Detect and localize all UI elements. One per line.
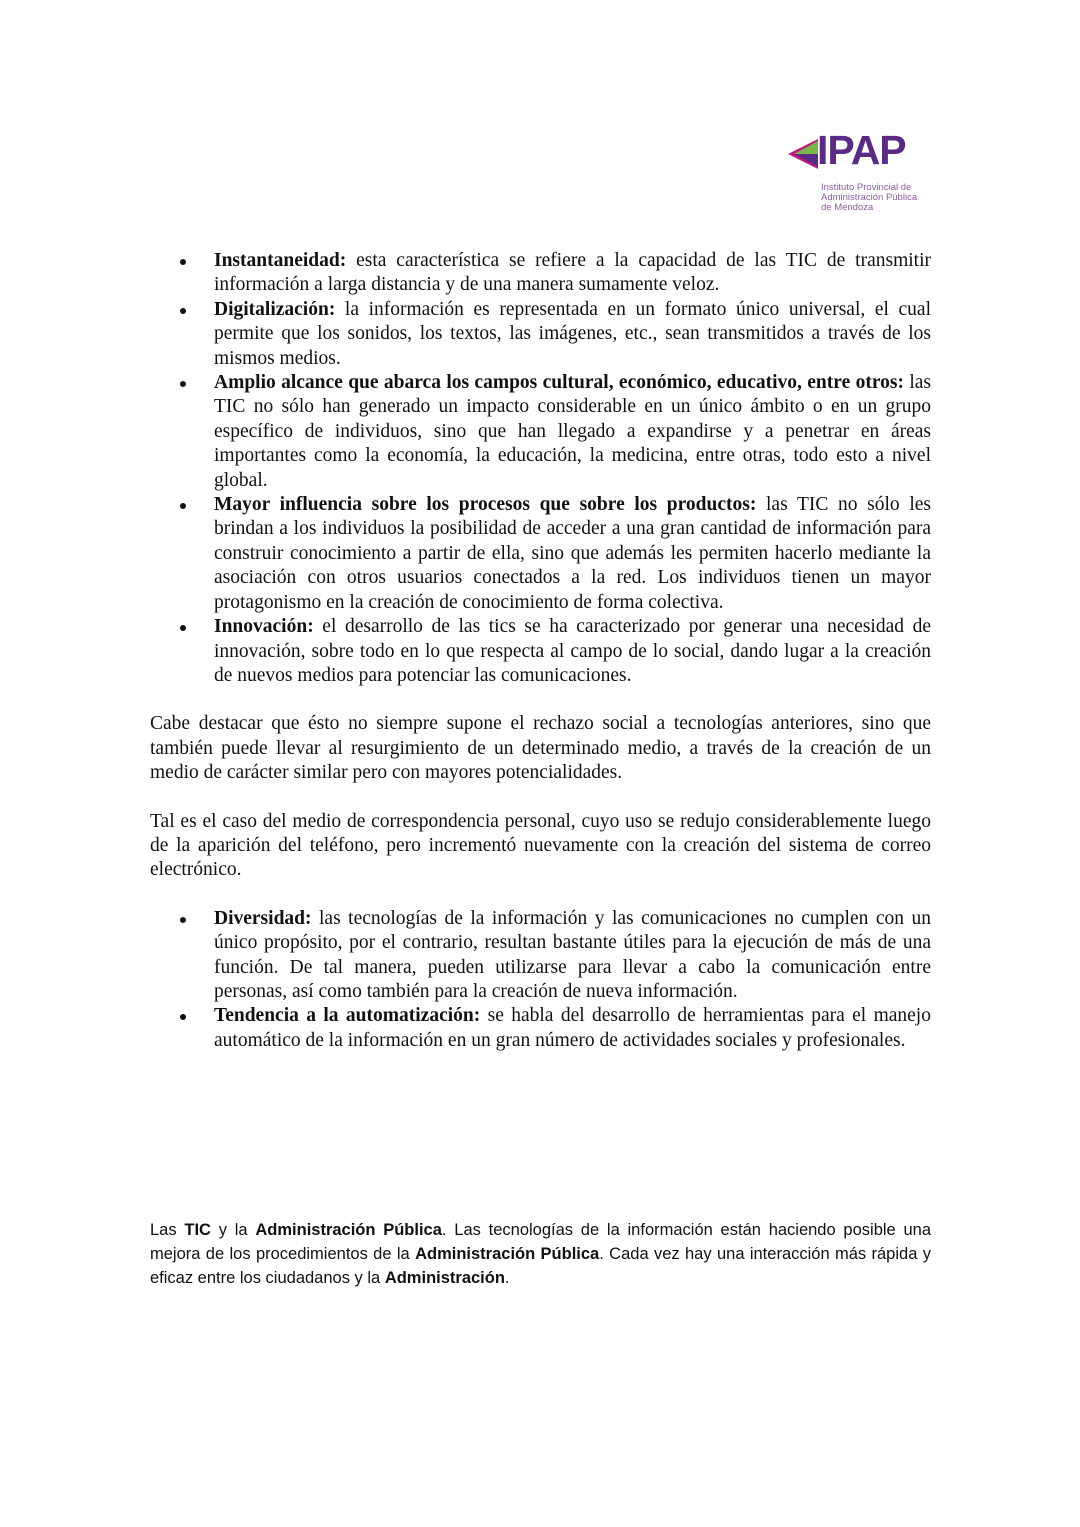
footer-bold: Administración Pública <box>415 1244 600 1263</box>
logo-subtitle-line: de Mendoza <box>821 202 874 213</box>
characteristics-list <box>150 249 931 688</box>
ipap-logo-mark <box>788 139 818 169</box>
item-term: Amplio alcance que abarca los campos cultural, económico, educativo, entre otros: <box>214 372 904 394</box>
logo-wordmark: IPAP <box>817 127 906 173</box>
item-text: las TIC no sólo han generado un impacto considerable en un único ámbito o en un grupo específico de individuos, sino que han llegado a expandirse y a penetrar en áreas importantes como la economía, la educación, la medicina, entre otras, todo esto a nivel global. <box>214 372 931 491</box>
item-text: el desarrollo de las tics se ha caracterizado por generar una necesidad de innovación, sobre todo en lo que respecta al campo de lo social, dando lugar a la creación de nuevos medios para potenciar las comunicaciones. <box>214 616 931 686</box>
logo-subtitle-line: Instituto Provincial de <box>821 182 912 193</box>
paragraph: Cabe destacar que ésto no siempre supone el rechazo social a tecnologías anteriores, sino que también puede llevar al resurgimiento de un determinado medio, a través de la creación de un medio de carácter similar pero con mayores potencialidades. <box>150 713 931 784</box>
item-text: se habla del desarrollo de herramientas para el manejo automático de la información en un gran número de actividades sociales y profesionales. <box>214 1005 931 1051</box>
footer-text: . Cada vez hay una interacción más rápida y eficaz entre los ciudadanos y la <box>150 1244 931 1287</box>
item-term: Diversidad: <box>214 907 312 929</box>
logo-subtitle <box>821 183 917 213</box>
document-body <box>150 249 931 1053</box>
ipap-logo <box>788 127 928 216</box>
footer-bold: Administración <box>384 1268 505 1287</box>
item-term: Digitalización: <box>214 298 336 320</box>
footer-text: y la <box>210 1220 256 1239</box>
list-item <box>150 615 931 688</box>
list-item <box>150 249 931 298</box>
footer-paragraph <box>150 1218 931 1290</box>
characteristics-list-continued <box>150 907 931 1053</box>
paragraph: Tal es el caso del medio de correspondencia personal, cuyo uso se redujo considerablemente luego de la aparición del teléfono, pero incrementó nuevamente con la creación del sistema de correo electrónico. <box>150 810 931 881</box>
item-term: Mayor influencia sobre los procesos que sobre los productos: <box>214 494 757 516</box>
list-item <box>150 493 931 615</box>
item-text: las TIC no sólo les brindan a los individuos la posibilidad de acceder a una gran cantidad de información para construir conocimiento a partir de ella, sino que además les permiten hacerlo mediante la asociación con otros usuarios conectados a la red. Los individuos tienen un mayor protagonismo en la creación de conocimiento de forma colectiva. <box>214 494 931 613</box>
list-item <box>150 298 931 371</box>
list-item <box>150 1004 931 1053</box>
footer-text: . <box>504 1268 510 1287</box>
logo-subtitle-line: Administración Pública <box>821 192 918 203</box>
footer-bold: TIC <box>184 1220 211 1239</box>
item-text: la información es representada en un formato único universal, el cual permite que los sonidos, los textos, las imágenes, etc., sean transmitidos a través de los mismos medios. <box>214 298 931 369</box>
item-text: las tecnologías de la información y las comunicaciones no cumplen con un único propósito, por el contrario, resultan bastante útiles para la ejecución de más de una función. De tal manera, pueden utilizarse para llevar a cabo la comunicación entre personas, así como también para la creación de nueva información. <box>214 907 931 1002</box>
list-item <box>150 371 931 493</box>
list-item <box>150 907 931 1005</box>
item-term: Innovación: <box>214 616 314 638</box>
footer-text: . Las tecnologías de la información están haciendo posible una mejora de los procedimientos de la <box>150 1220 932 1263</box>
item-text: esta característica se refiere a la capacidad de las TIC de transmitir información a larga distancia y de una manera sumamente veloz. <box>214 250 931 296</box>
footer-text: Las <box>150 1220 185 1239</box>
footer-bold: Administración Pública <box>255 1220 442 1239</box>
item-term: Tendencia a la automatización: <box>214 1005 481 1027</box>
item-term: Instantaneidad: <box>214 250 347 271</box>
